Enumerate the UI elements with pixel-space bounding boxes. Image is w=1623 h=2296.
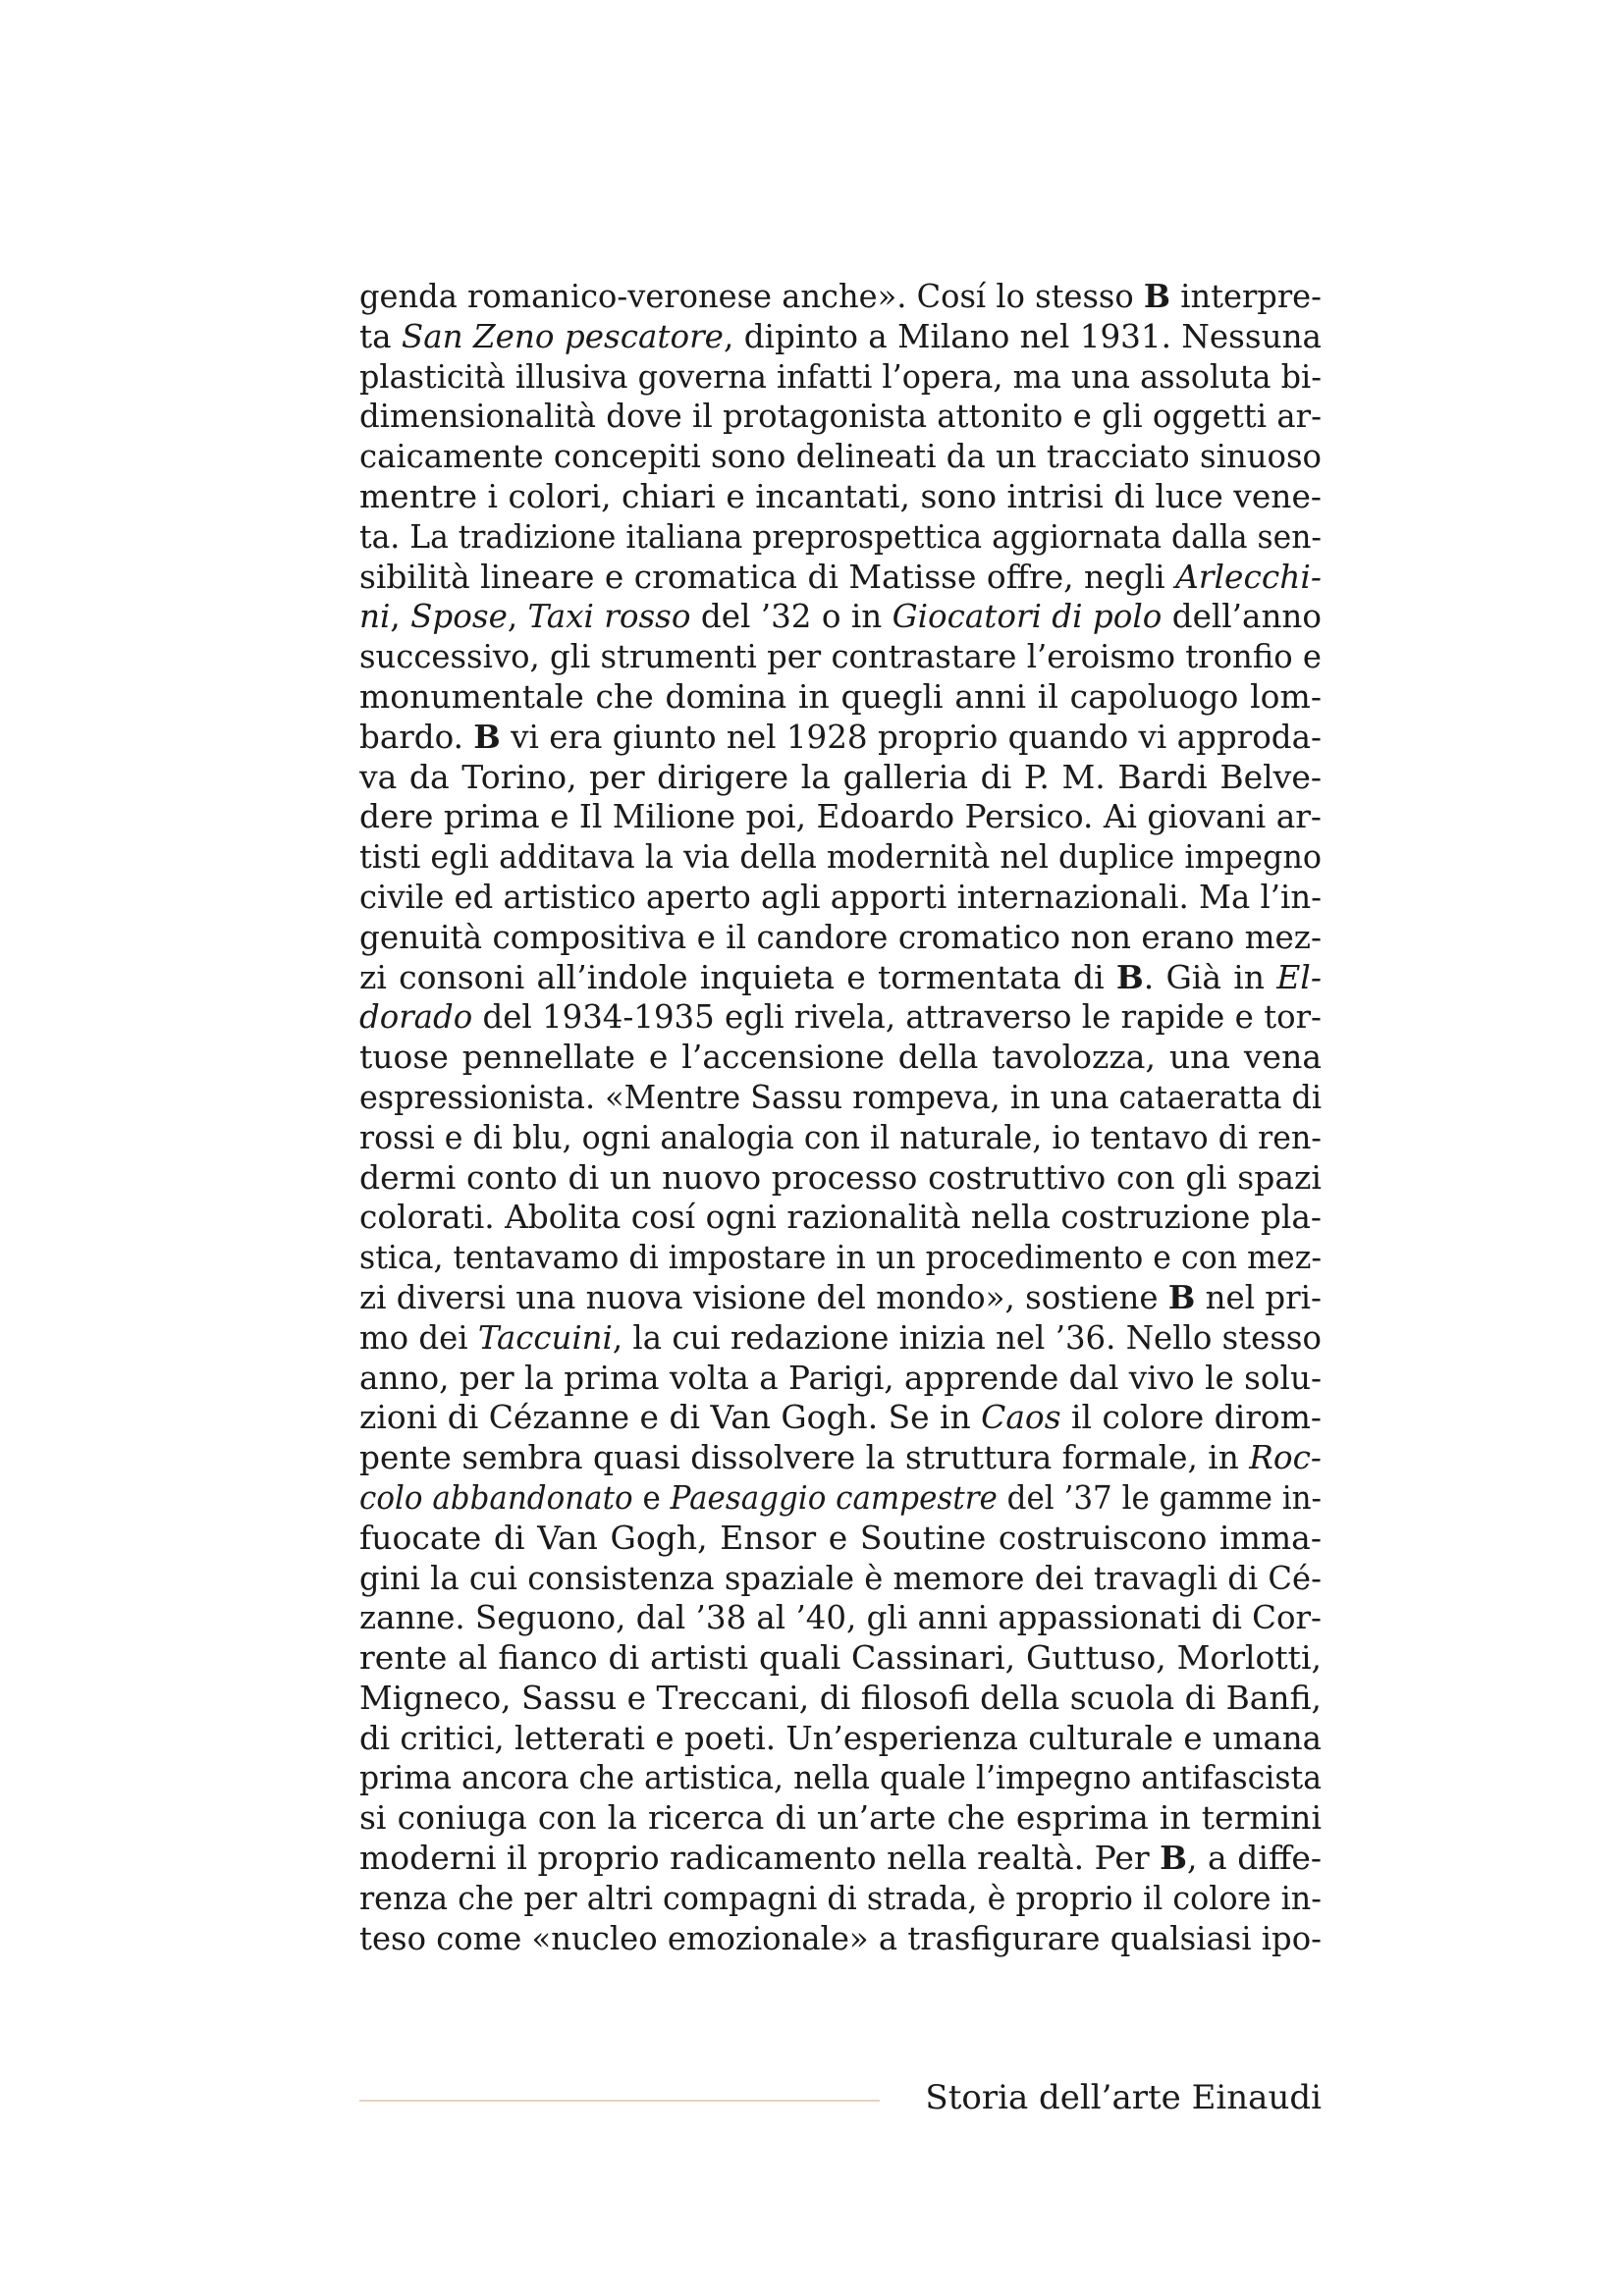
italic-title: Giocatori di polo [892, 597, 1163, 636]
text-line [359, 1719, 1322, 1759]
text-line [359, 1919, 1322, 1959]
text-segment: ta. La tradizione italiana preprospettica aggiornata dalla sen- [359, 516, 1322, 556]
text-segment: mo dei [359, 1317, 478, 1357]
text-line [359, 1359, 1322, 1399]
text-line [359, 477, 1322, 517]
text-line [359, 797, 1322, 837]
bold-text: B [473, 717, 501, 756]
italic-title: dorado [359, 997, 473, 1037]
text-segment: nel pri- [1195, 1277, 1322, 1316]
text-line [359, 997, 1322, 1038]
text-segment: zanne. Seguono, dal ’38 al ’40, gli anni appassionati di Cor- [359, 1598, 1322, 1637]
text-line [359, 758, 1322, 798]
italic-title: ni [359, 597, 391, 636]
text-segment: stica, tentavamo di impostare in un procedimento e con mez- [359, 1238, 1322, 1277]
text-segment: teso come «nucleo emozionale» a trasfigurare qualsiasi ipo- [359, 1918, 1322, 1957]
text-segment: , [507, 597, 528, 636]
italic-title: Taxi rosso [527, 597, 691, 636]
text-segment: , dipinto a Milano nel 1931. Nessuna [723, 316, 1322, 355]
italic-title: Paesaggio campestre [670, 1477, 998, 1517]
text-segment: mentre i colori, chiari e incantati, sono intrisi di luce vene- [359, 476, 1322, 515]
text-line [359, 397, 1322, 437]
text-line [359, 718, 1322, 758]
text-segment: , a diffe- [1187, 1839, 1322, 1878]
text-segment: genda romanico-veronese anche». Cosí lo stesso [359, 277, 1144, 315]
text-segment: colorati. Abolita cosí ogni razionalità nella costruzione pla- [359, 1198, 1322, 1237]
text-segment: . Già in [1143, 957, 1277, 996]
text-segment: anno, per la prima volta a Parigi, apprende dal vivo le solu- [359, 1358, 1322, 1397]
italic-title: colo abbandonato [359, 1477, 633, 1517]
text-segment: dimensionalità dove il protagonista attonito e gli oggetti ar- [359, 397, 1322, 436]
text-line [359, 1118, 1322, 1158]
text-line [359, 1638, 1322, 1679]
text-line [359, 837, 1322, 878]
text-line [359, 1198, 1322, 1238]
text-segment: civile ed artistico aperto agli apporti internazionali. Ma l’in- [359, 877, 1322, 916]
text-segment: va da Torino, per dirigere la galleria di P. M. Bardi Belve- [359, 757, 1322, 796]
text-line [359, 1839, 1322, 1879]
text-line [359, 878, 1322, 918]
text-segment: fuocate di Van Gogh, Ensor e Soutine costruiscono imma- [359, 1518, 1322, 1557]
text-line [359, 677, 1322, 718]
text-line [359, 1158, 1322, 1199]
text-segment: del ’37 le gamme in- [997, 1477, 1322, 1517]
text-segment: prima ancora che artistica, nella quale l’impegno antifascista [359, 1758, 1322, 1797]
text-line [359, 637, 1322, 677]
text-segment: espressionista. «Mentre Sassu rompeva, in una cataeratta di [359, 1077, 1322, 1116]
text-segment: si coniuga con la ricerca di un’arte che esprima in termini [359, 1798, 1322, 1838]
text-segment: e [632, 1477, 671, 1517]
text-segment: Migneco, Sassu e Treccani, di filosofi della scuola di Banfi, [359, 1678, 1322, 1717]
text-segment: pente sembra quasi dissolvere la struttura formale, in [359, 1438, 1250, 1477]
bold-text: B [1143, 277, 1171, 315]
text-segment: monumentale che domina in quegli anni il capoluogo lom- [359, 676, 1322, 716]
text-line [359, 1758, 1322, 1798]
text-segment: dell’anno [1162, 597, 1322, 636]
italic-title: San Zeno pescatore [401, 316, 724, 355]
italic-title: Arlecchi- [1175, 557, 1322, 596]
italic-title: Taccuini [477, 1317, 613, 1357]
italic-title: Roc- [1249, 1438, 1322, 1477]
text-line [359, 958, 1322, 998]
text-segment: genuità compositiva e il candore cromatico non erano mez- [359, 917, 1322, 956]
text-line [359, 1278, 1322, 1318]
text-line [359, 1519, 1322, 1559]
text-segment: bardo. [359, 717, 474, 756]
text-line [359, 918, 1322, 958]
body-text [359, 277, 1322, 1958]
text-segment: , la cui redazione inizia nel ’36. Nello stesso [612, 1317, 1322, 1357]
text-segment: caicamente concepiti sono delineati da un tracciato sinuoso [359, 437, 1322, 476]
bold-text: B [1115, 957, 1144, 996]
text-segment: , [390, 597, 411, 636]
text-segment: il colore dirom- [1060, 1398, 1322, 1437]
bold-text: B [1167, 1277, 1196, 1316]
text-segment: interpre- [1170, 277, 1322, 315]
text-segment: renza che per altri compagni di strada, è proprio il colore in- [359, 1878, 1322, 1917]
text-line [359, 1238, 1322, 1278]
text-segment: moderni il proprio radicamento nella realtà. Per [359, 1839, 1161, 1878]
text-line [359, 1078, 1322, 1118]
text-segment: successivo, gli strumenti per contrastare l’eroismo tronfio e [359, 637, 1322, 676]
text-line [359, 597, 1322, 637]
text-segment: sibilità lineare e cromatica di Matisse offre, negli [359, 557, 1176, 596]
text-segment: dere prima e Il Milione poi, Edoardo Persico. Ai giovani ar- [359, 797, 1322, 836]
text-segment: zi diversi una nuova visione del mondo», sostiene [359, 1277, 1168, 1316]
footer-rule [359, 2100, 880, 2102]
text-segment: dermi conto di un nuovo processo costruttivo con gli spazi [359, 1157, 1322, 1197]
text-segment: di critici, letterati e poeti. Un’esperienza culturale e umana [359, 1718, 1322, 1757]
text-line [359, 1398, 1322, 1438]
footer-title: Storia dell’arte Einaudi [925, 2078, 1322, 2117]
italic-title: Caos [981, 1398, 1061, 1437]
text-line [359, 357, 1322, 398]
text-line [359, 1679, 1322, 1719]
text-line [359, 1318, 1322, 1359]
text-line [359, 1559, 1322, 1599]
text-line [359, 517, 1322, 558]
text-segment: rossi e di blu, ogni analogia con il naturale, io tentavo di ren- [359, 1117, 1322, 1156]
text-segment: vi era giunto nel 1928 proprio quando vi approda- [500, 717, 1322, 756]
italic-title: Spose [410, 597, 508, 636]
text-segment: gini la cui consistenza spaziale è memore dei travagli di Cé- [359, 1558, 1322, 1597]
text-segment: del 1934-1935 egli rivela, attraverso le rapide e tor- [472, 997, 1322, 1037]
text-segment: plasticità illusiva governa infatti l’opera, ma una assoluta bi- [359, 356, 1322, 396]
text-line [359, 1478, 1322, 1519]
text-line [359, 1438, 1322, 1478]
text-segment: del ’32 o in [690, 597, 893, 636]
text-line [359, 1598, 1322, 1638]
text-line [359, 277, 1322, 317]
bold-text: B [1160, 1839, 1188, 1878]
page-footer [359, 2073, 1322, 2122]
text-line [359, 1798, 1322, 1839]
text-line [359, 558, 1322, 598]
text-line [359, 317, 1322, 357]
text-segment: zioni di Cézanne e di Van Gogh. Se in [359, 1398, 982, 1437]
text-segment: zi consoni all’indole inquieta e tormentata di [359, 957, 1116, 996]
text-segment: rente al fianco di artisti quali Cassinari, Guttuso, Morlotti, [359, 1638, 1322, 1678]
text-line [359, 1879, 1322, 1919]
text-line [359, 1038, 1322, 1078]
italic-title: El- [1276, 957, 1322, 996]
text-segment: tuose pennellate e l’accensione della tavolozza, una vena [359, 1038, 1322, 1077]
text-segment: tisti egli additava la via della modernità nel duplice impegno [359, 837, 1322, 877]
text-line [359, 437, 1322, 477]
text-segment: ta [359, 316, 402, 355]
